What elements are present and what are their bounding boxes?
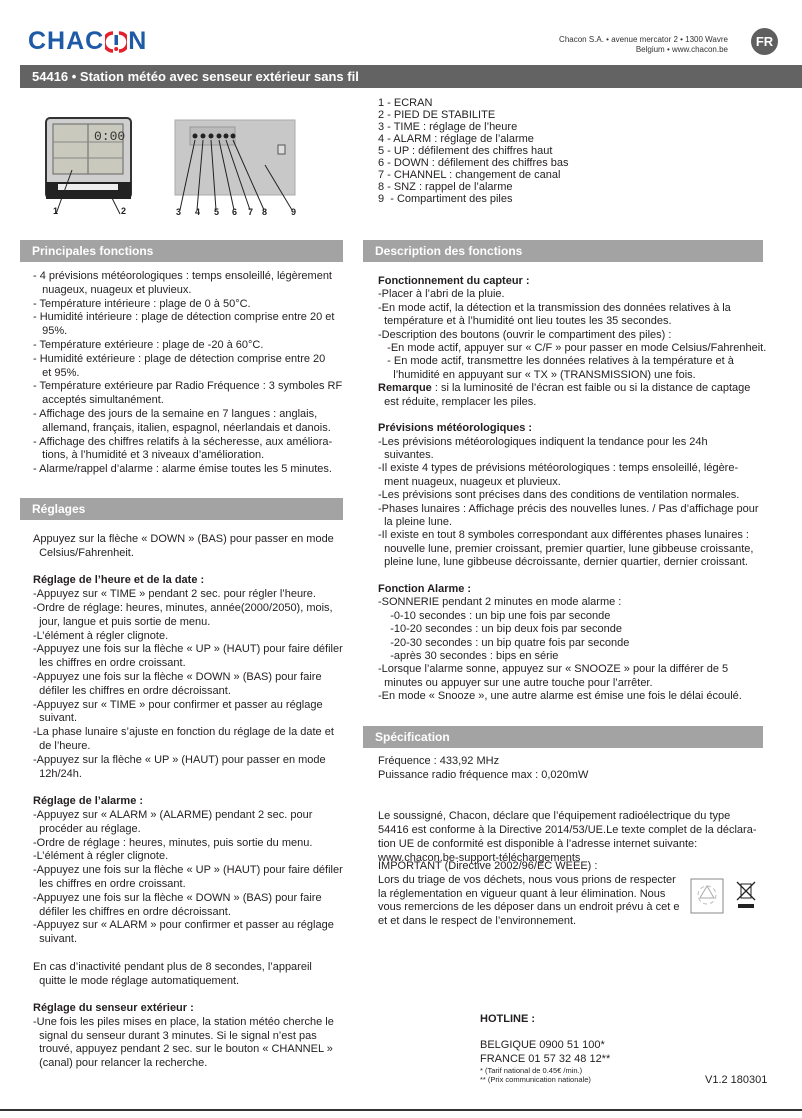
figure-label: 2 bbox=[121, 206, 127, 216]
company-address bbox=[559, 35, 728, 55]
settings-line bbox=[33, 1002, 343, 1016]
section-header-description: Description des fonctions bbox=[363, 240, 763, 262]
description-line: -Il existe en tout 8 symboles correspondant aux différentes phases lunaires : bbox=[378, 529, 749, 542]
description-line: suivantes. bbox=[378, 449, 434, 462]
feature-line: - Affichage des jours de la semaine en 7 langues : anglais, bbox=[33, 407, 318, 420]
feature-line: allemand, français, italien, espagnol, néerlandais et danois. bbox=[33, 421, 331, 434]
parts-list-item: 5 - UP : défilement des chiffres haut bbox=[378, 145, 553, 157]
hotline-number: FRANCE 01 57 32 48 12** bbox=[480, 1052, 611, 1065]
figure-label: 1 bbox=[53, 206, 59, 216]
settings-line: procéder au réglage. bbox=[33, 822, 141, 835]
weee-line: Lors du triage de vos déchets, nous vous prions de respecter bbox=[378, 873, 676, 886]
parts-list-item: 6 - DOWN : défilement des chiffres bas bbox=[378, 157, 569, 169]
description-line: -Phases lunaires : Affichage précis des nouvelles lunes. / Pas d’affichage pour bbox=[378, 502, 759, 515]
feature-line: acceptés simultanément. bbox=[33, 394, 164, 407]
feature-line: - Humidité intérieure : plage de détection comprise entre 20 et bbox=[33, 311, 335, 324]
settings-line: -L’élément à régler clignote. bbox=[33, 850, 169, 863]
crossed-bin-icon bbox=[737, 882, 755, 908]
version-label: V1.2 180301 bbox=[705, 1074, 768, 1086]
back-view-image bbox=[175, 120, 295, 210]
description-line: -En mode actif, la détection et la transmission des données relatives à la bbox=[378, 301, 731, 314]
feature-line: - Alarme/rappel d’alarme : alarme émise toutes les 5 minutes. bbox=[33, 463, 332, 476]
section-header-specification: Spécification bbox=[363, 726, 763, 748]
settings-line bbox=[33, 988, 343, 1002]
settings-line bbox=[33, 561, 343, 575]
settings-line: -Appuyez une fois sur la flèche « UP » (HAUT) pour faire défiler bbox=[33, 643, 343, 656]
logo-o-icon bbox=[105, 30, 127, 54]
settings-line: trouvé, appuyez pendant 2 sec. sur le bouton « CHANNEL » bbox=[33, 1043, 333, 1056]
description-line: -En mode « Snooze », une autre alarme est émise une fois le délai écoulé. bbox=[378, 690, 742, 703]
feature-line: - Affichage des chiffres relatifs à la sécheresse, aux améliora- bbox=[33, 435, 333, 448]
settings-line: 12h/24h. bbox=[33, 767, 82, 780]
settings-line: -Une fois les piles mises en place, la station météo cherche le bbox=[33, 1015, 334, 1028]
description-line: minutes ou appuyer sur une autre touche pour l’arrêter. bbox=[378, 676, 653, 689]
description-line bbox=[378, 422, 766, 435]
settings-line bbox=[33, 781, 343, 795]
spec-line: 54416 est conforme à la Directive 2014/53/UE.Le texte complet de la déclara- bbox=[378, 823, 757, 836]
recycling-icons bbox=[690, 878, 770, 918]
feature-line: - 4 prévisions météorologiques : temps ensoleillé, légèrement bbox=[33, 270, 332, 282]
description-line: nouvelle lune, premier croissant, premier quartier, lune gibbeuse croissante, bbox=[378, 542, 754, 555]
bold-heading: Réglage du senseur extérieur : bbox=[33, 1002, 194, 1015]
description-line: ment nuageux, nuageux et pluvieux. bbox=[378, 475, 561, 488]
feature-line: - Humidité extérieure : plage de détection comprise entre 20 bbox=[33, 352, 326, 365]
settings-line: En cas d’inactivité pendant plus de 8 secondes, l’appareil bbox=[33, 960, 312, 973]
weee-line: vous remercions de les déposer dans un endroit prévu à cet e bbox=[378, 901, 680, 914]
address-line: Belgium • www.chacon.be bbox=[635, 45, 728, 54]
settings-line: -Appuyez sur la flèche « UP » (HAUT) pour passer en mode bbox=[33, 753, 326, 766]
feature-line: - Température extérieure par Radio Fréquence : 3 symboles RF bbox=[33, 380, 343, 393]
section-header-reglages: Réglages bbox=[20, 498, 343, 520]
specification-body bbox=[378, 755, 757, 865]
description-line: -Les prévisions sont précises dans des conditions de ventilation normales. bbox=[378, 489, 740, 502]
settings-line bbox=[33, 947, 343, 961]
parts-list-item: 1 - ECRAN bbox=[378, 97, 433, 109]
description-line: - En mode actif, transmettre les données relatives à la température et à bbox=[378, 355, 734, 368]
settings-line: (canal) pour relancer la recherche. bbox=[33, 1057, 208, 1070]
spec-line: www.chacon.be-support-téléchargements bbox=[378, 851, 581, 864]
description-line: est réduite, remplacer les piles. bbox=[378, 395, 537, 408]
bold-heading: Fonction Alarme : bbox=[378, 582, 472, 595]
parts-list-item: 9 - Compartiment des piles bbox=[378, 193, 513, 205]
hotline-note: ** (Prix communication nationale) bbox=[480, 1075, 591, 1084]
settings-line: de l’heure. bbox=[33, 739, 91, 752]
settings-line: Appuyez sur la flèche « DOWN » (BAS) pour passer en mode bbox=[33, 533, 334, 545]
description-line: -Il existe 4 types de prévisions météorologiques : temps ensoleillé, légère- bbox=[378, 462, 739, 475]
description-line bbox=[378, 382, 766, 395]
bold-heading: Prévisions météorologiques : bbox=[378, 422, 533, 435]
settings-line: les chiffres en ordre croissant. bbox=[33, 657, 186, 670]
settings-line: Celsius/Fahrenheit. bbox=[33, 546, 134, 559]
settings-line: jour, langue et puis sortie de menu. bbox=[33, 615, 211, 628]
figure-label: 3 bbox=[176, 207, 182, 217]
description-line: l’humidité en appuyant sur « TX » (TRANSMISSION) une fois. bbox=[378, 368, 696, 381]
settings-line: -L’élément à régler clignote. bbox=[33, 629, 169, 642]
description-line: -0-10 secondes : un bip une fois par seconde bbox=[378, 609, 611, 622]
spec-line: Fréquence : 433,92 MHz bbox=[378, 755, 500, 767]
figure-label: 4 bbox=[195, 207, 201, 217]
feature-line: 95%. bbox=[33, 325, 68, 338]
principales-body bbox=[33, 270, 342, 477]
description-line: -SONNERIE pendant 2 minutes en mode alarme : bbox=[378, 596, 622, 609]
description-line: -Lorsque l’alarme sonne, appuyez sur « SNOOZE » pour la différer de 5 bbox=[378, 663, 729, 676]
settings-line: les chiffres en ordre croissant. bbox=[33, 877, 186, 890]
recycle-icon bbox=[691, 879, 723, 913]
settings-line: -Appuyez sur « ALARM » (ALARME) pendant 2 sec. pour bbox=[33, 808, 313, 821]
parts-list bbox=[378, 97, 569, 205]
settings-line: -Appuyez une fois sur la flèche « UP » (HAUT) pour faire défiler bbox=[33, 864, 343, 877]
description-line: température et à l’humidité ont lieu toutes les 35 secondes. bbox=[378, 315, 672, 328]
spec-line: Le soussigné, Chacon, déclare que l’équipement radioélectrique du type bbox=[378, 810, 731, 823]
bold-heading: Fonctionnement du capteur : bbox=[378, 275, 530, 287]
weee-line: et et dans le respect de l’environnement. bbox=[378, 915, 577, 928]
description-line: -après 30 secondes : bips en série bbox=[378, 649, 559, 662]
reglages-body bbox=[33, 533, 343, 1071]
hotline-notes bbox=[480, 1066, 591, 1084]
svg-text:0:00: 0:00 bbox=[94, 129, 126, 144]
description-line: la pleine lune. bbox=[378, 516, 452, 529]
description-line: pleine lune, lune gibbeuse décroissante, dernier quartier, dernier croissant. bbox=[378, 556, 748, 569]
settings-line: -Appuyez une fois sur la flèche « DOWN » (BAS) pour faire bbox=[33, 891, 322, 904]
line-text: : si la luminosité de l’écran est faible ou si la distance de captage bbox=[431, 382, 751, 395]
settings-line: -Appuyez une fois sur la flèche « DOWN » (BAS) pour faire bbox=[33, 670, 322, 683]
hotline-numbers bbox=[480, 1039, 610, 1067]
feature-line: tions, à l’humidité et 3 niveaux d’amélioration. bbox=[33, 449, 265, 462]
settings-line bbox=[33, 574, 343, 588]
figure-label: 8 bbox=[262, 207, 268, 217]
description-line: -20-30 secondes : un bip quatre fois par seconde bbox=[378, 636, 630, 649]
footer-divider bbox=[0, 1109, 802, 1111]
hotline-note: * (Tarif national de 0.45€ /min.) bbox=[480, 1066, 583, 1075]
bold-heading: Réglage de l’alarme : bbox=[33, 795, 144, 808]
parts-list-item: 3 - TIME : réglage de l’heure bbox=[378, 121, 518, 133]
description-line: -Placer à l’abri de la pluie. bbox=[378, 288, 505, 301]
chacon-logo: CHAC N bbox=[28, 27, 148, 55]
language-badge: FR bbox=[751, 28, 778, 55]
description-line: -Les prévisions météorologiques indiquent la tendance pour les 24h bbox=[378, 435, 708, 448]
settings-line: -Appuyez sur « TIME » pour confirmer et passer au réglage bbox=[33, 698, 323, 711]
parts-list-item: 8 - SNZ : rappel de l’alarme bbox=[378, 181, 513, 193]
parts-list-item: 2 - PIED DE STABILITE bbox=[378, 109, 496, 121]
feature-line: - Température extérieure : plage de -20 à 60°C. bbox=[33, 338, 264, 351]
bold-heading: Remarque bbox=[378, 382, 432, 395]
bold-heading: Réglage de l’heure et de la date : bbox=[33, 574, 205, 587]
product-figure bbox=[40, 110, 310, 225]
parts-list-item: 4 - ALARM : réglage de l’alarme bbox=[378, 133, 534, 145]
description-line: -10-20 secondes : un bip deux fois par seconde bbox=[378, 623, 622, 636]
feature-line: et 95%. bbox=[33, 366, 80, 379]
spec-line: tion UE de conformité est disponible à l’adresse internet suivante: bbox=[378, 837, 698, 850]
section-header-principales: Principales fonctions bbox=[20, 240, 343, 262]
weee-line: la réglementation en vigueur quant à leur élimination. Nous bbox=[378, 887, 666, 900]
figure-label: 9 bbox=[291, 207, 297, 217]
front-view-image bbox=[46, 118, 131, 214]
spec-line: Puissance radio fréquence max : 0,020mW bbox=[378, 768, 589, 781]
description-line bbox=[378, 409, 766, 422]
description-line bbox=[378, 275, 766, 288]
settings-line: défiler les chiffres en ordre décroissant. bbox=[33, 905, 231, 918]
weee-notice bbox=[378, 860, 679, 929]
settings-line bbox=[33, 795, 343, 809]
description-line: -En mode actif, appuyer sur « C/F » pour passer en mode Celsius/Fahrenheit. bbox=[378, 341, 767, 354]
feature-line: - Température intérieure : plage de 0 à 50°C. bbox=[33, 297, 251, 310]
description-line: -Description des boutons (ouvrir le compartiment des piles) : bbox=[378, 328, 672, 341]
settings-line: -Appuyez sur « ALARM » pour confirmer et passer au réglage bbox=[33, 919, 334, 932]
settings-line: -Ordre de réglage: heures, minutes, année(2000/2050), mois, bbox=[33, 601, 333, 614]
hotline-title: HOTLINE : bbox=[480, 1013, 535, 1025]
settings-line: quitte le mode réglage automatiquement. bbox=[33, 974, 240, 987]
settings-line: suivant. bbox=[33, 712, 78, 725]
description-body bbox=[378, 275, 766, 704]
document-title: 54416 • Station météo avec senseur extérieur sans fil bbox=[20, 65, 802, 88]
description-line bbox=[378, 570, 766, 583]
parts-list-item: 7 - CHANNEL : changement de canal bbox=[378, 169, 561, 181]
weee-line: IMPORTANT (Directive 2002/96/EC WEEE) : bbox=[378, 860, 598, 872]
figure-label: 6 bbox=[232, 207, 238, 217]
figure-label: 7 bbox=[248, 207, 254, 217]
figure-label: 5 bbox=[214, 207, 220, 217]
feature-line: nuageux, nuageux et pluvieux. bbox=[33, 283, 192, 296]
settings-line: défiler les chiffres en ordre décroissant. bbox=[33, 684, 231, 697]
spec-line bbox=[378, 796, 757, 810]
settings-line: signal du senseur durant 3 minutes. Si le signal n’est pas bbox=[33, 1029, 317, 1042]
settings-line: -Appuyez sur « TIME » pendant 2 sec. pour régler l’heure. bbox=[33, 588, 316, 601]
description-line bbox=[378, 583, 766, 596]
settings-line: suivant. bbox=[33, 933, 78, 946]
hotline-number: BELGIQUE 0900 51 100* bbox=[480, 1039, 605, 1051]
address-line: Chacon S.A. • avenue mercator 2 • 1300 Wavre bbox=[559, 35, 728, 44]
settings-line: -Ordre de réglage : heures, minutes, puis sortie du menu. bbox=[33, 836, 313, 849]
settings-line: -La phase lunaire s’ajuste en fonction du réglage de la date et bbox=[33, 726, 334, 739]
spec-line bbox=[378, 783, 757, 797]
